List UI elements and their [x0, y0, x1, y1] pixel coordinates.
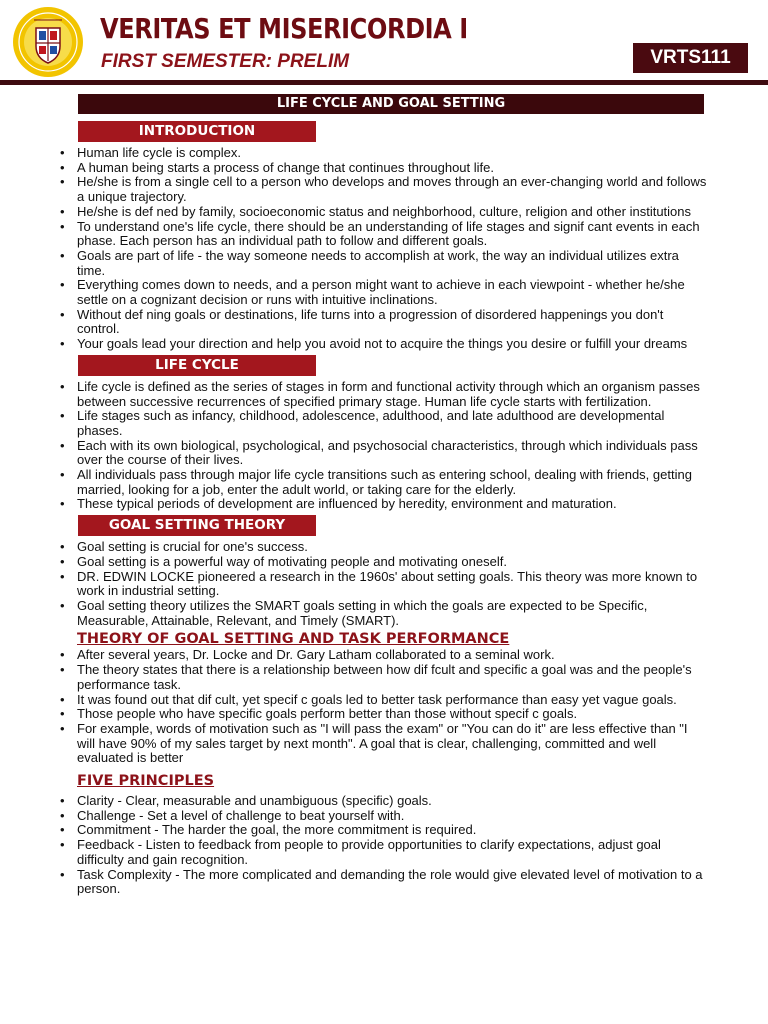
header-divider: [0, 80, 768, 85]
list-item: • Goal setting is crucial for one's success.: [77, 540, 708, 555]
list-item: • Challenge - Set a level of challenge to beat yourself with.: [77, 809, 708, 824]
list-item: • Life stages such as infancy, childhood, adolescence, adulthood, and late adulthood are developmental phases.: [77, 409, 708, 438]
list-item: • Life cycle is defined as the series of stages in form and functional activity through which an organism passes between successive recurrences of specified primary stage. Human life cycle starts with fertilization.: [77, 380, 708, 409]
list-item: • He/she is from a single cell to a person who develops and moves through an ever-changing world and follows a unique trajectory.: [77, 175, 708, 204]
list-item: • It was found out that dif cult, yet specif c goals led to better task performance than easy yet vague goals.: [77, 693, 708, 708]
list-item: • All individuals pass through major life cycle transitions such as entering school, dealing with friends, getting married, looking for a job, enter the adult world, or taking care for the elderly.: [77, 468, 708, 497]
list-item: • The theory states that there is a relationship between how dif fcult and specific a goal was and the people's performance task.: [77, 663, 708, 692]
section-introduction: [0, 121, 768, 352]
list-item: • Commitment - The harder the goal, the more commitment is required.: [77, 823, 708, 838]
section-goal-setting-theory: [0, 515, 768, 628]
list-item: • Without def ning goals or destinations, life turns into a progression of disordered happenings you don't control.: [77, 308, 708, 337]
list-item: • A human being starts a process of change that continues throughout life.: [77, 161, 708, 176]
section-task-performance: [0, 630, 768, 766]
list-item: • Those people who have specific goals perform better than those without specif c goals.: [77, 707, 708, 722]
list-item: • DR. EDWIN LOCKE pioneered a research in the 1960s' about setting goals. This theory was more known to work in industrial setting.: [77, 570, 708, 599]
bullet-list: [0, 648, 708, 766]
course-code-badge: VRTS111: [633, 43, 748, 73]
list-item: • To understand one's life cycle, there should be an understanding of life stages and signif cant events in each phase. Each person has an individual path to follow and different goals.: [77, 220, 708, 249]
document-title: VERITAS ET MISERICORDIA I: [100, 12, 468, 45]
section-heading: FIVE PRINCIPLES: [77, 773, 215, 790]
list-item: • Goal setting theory utilizes the SMART goals setting in which the goals are expected to be Specific, Measurable, Attainable, Relevant, and Timely (SMART).: [77, 599, 708, 628]
list-item: • Human life cycle is complex.: [77, 146, 708, 161]
list-item: • Everything comes down to needs, and a person might want to achieve in each viewpoint - whether he/she settle on a cognizant decision or runs with intuitive inclinations.: [77, 278, 708, 307]
list-item: • Clarity - Clear, measurable and unambiguous (specific) goals.: [77, 794, 708, 809]
list-item: • Goal setting is a powerful way of motivating people and motivating oneself.: [77, 555, 708, 570]
list-item: • Task Complexity - The more complicated and demanding the role would give elevated level of motivation to a person.: [77, 868, 708, 897]
page-header: [0, 0, 768, 90]
section-life-cycle: [0, 355, 768, 512]
list-item: • Goals are part of life - the way someone needs to accomplish at work, the way an individual utilizes extra time.: [77, 249, 708, 278]
list-item: • Your goals lead your direction and help you avoid not to acquire the things you desire or fulfill your dreams: [77, 337, 708, 352]
university-seal-icon: [12, 6, 84, 78]
list-item: • He/she is def ned by family, socioeconomic status and neighborhood, culture, religion and other institutions: [77, 205, 708, 220]
document-body: [0, 121, 768, 897]
section-heading: THEORY OF GOAL SETTING AND TASK PERFORMANCE: [77, 631, 510, 648]
bullet-list: [0, 540, 708, 628]
section-heading: INTRODUCTION: [78, 121, 316, 142]
bullet-list: [0, 380, 708, 512]
list-item: • After several years, Dr. Locke and Dr. Gary Latham collaborated to a seminal work.: [77, 648, 708, 663]
section-heading: LIFE CYCLE: [78, 355, 316, 376]
list-item: • Feedback - Listen to feedback from people to provide opportunities to clarify expectations, adjust goal difficulty and gain recognition.: [77, 838, 708, 867]
semester-subtitle: FIRST SEMESTER: PRELIM: [101, 51, 350, 72]
section-five-principles: [0, 772, 768, 897]
bullet-list: [0, 146, 708, 352]
list-item: • These typical periods of development are influenced by heredity, environment and maturation.: [77, 497, 708, 512]
bullet-list: [0, 794, 708, 897]
main-heading-banner: LIFE CYCLE AND GOAL SETTING: [78, 94, 704, 114]
section-heading: GOAL SETTING THEORY: [78, 515, 316, 536]
list-item: • Each with its own biological, psychological, and psychosocial characteristics, through which individuals pass over the course of their lives.: [77, 439, 708, 468]
list-item: • For example, words of motivation such as "I will pass the exam" or "You can do it" are less effective than "I will have 90% of my sales target by next month". A goal that is clear, challenging, committed and well evaluated is better: [77, 722, 708, 766]
